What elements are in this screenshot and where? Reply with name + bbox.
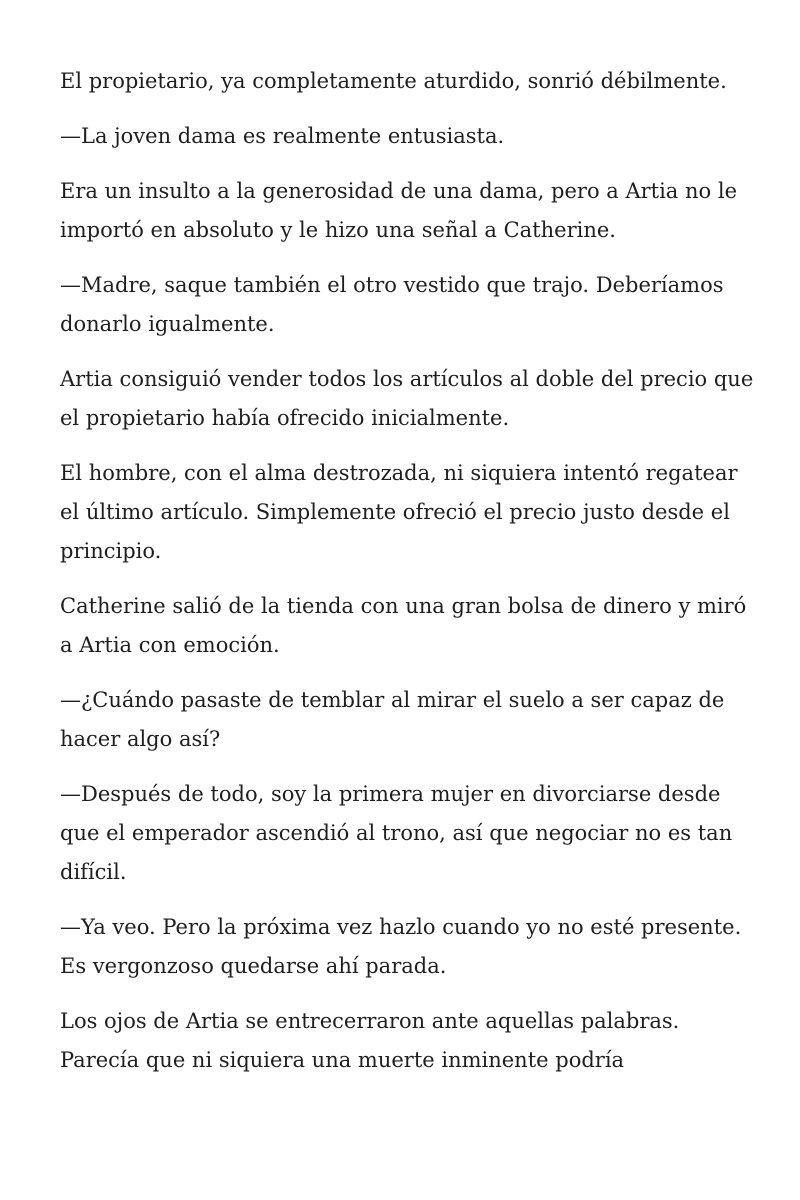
paragraph: Era un insulto a la generosidad de una dama, pero a Artia no le importó en absoluto y le hizo una señal a Catherine. [60, 179, 737, 242]
paragraph: —Después de todo, soy la primera mujer en divorciarse desde que el emperador ascendió al trono, así que negociar no es tan difícil. [60, 782, 733, 884]
paragraph: —La joven dama es realmente entusiasta. [60, 124, 505, 148]
paragraph: El propietario, ya completamente aturdido, sonrió débilmente. [60, 69, 727, 93]
paragraph: Catherine salió de la tienda con una gran bolsa de dinero y miró a Artia con emoción. [60, 594, 747, 657]
paragraph: —Ya veo. Pero la próxima vez hazlo cuando yo no esté presente. Es vergonzoso quedarse ahí parada. [60, 915, 742, 978]
paragraph: —¿Cuándo pasaste de temblar al mirar el suelo a ser capaz de hacer algo así? [60, 688, 725, 751]
paragraph: —Madre, saque también el otro vestido que trajo. Deberíamos donarlo igualmente. [60, 273, 724, 336]
paragraph: El hombre, con el alma destrozada, ni siquiera intentó regatear el último artículo. Simplemente ofreció el precio justo desde el principio. [60, 461, 738, 563]
paragraph: Artia consiguió vender todos los artículos al doble del precio que el propietario había ofrecido inicialmente. [60, 367, 754, 430]
paragraph: Los ojos de Artia se entrecerraron ante aquellas palabras. Parecía que ni siquiera una muerte inminente podría [60, 1009, 680, 1072]
